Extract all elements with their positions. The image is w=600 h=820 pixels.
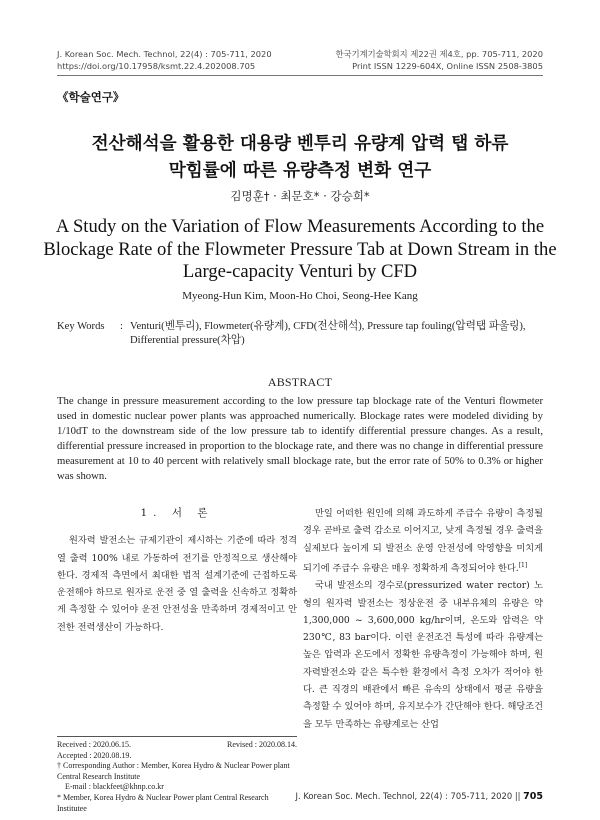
right-paragraph-2: 국내 발전소의 경수로(pressurized water rector) 노형의 원자력 발전소는 정상운전 중 내부유체의 유량은 약 1,300,000 ~ 3,600,000 kg/hr이며, 온도와 압력은 약 230℃, 83 bar이다. 이런 운전조건 특성에 따라 유량계는 높은 압력과 온도에서 정확한 유량측정이 가능해야 하며, 원자력발전소와 같은 특수한 환경에서 측정 오차가 적어야 한다. 큰 직경의 배관에서 빠른 유속의 상태에서 평균 유량을 측정할 수 있어야 하며, 유지보수가 간단해야 한다. 해당조건을 모두 만족하는 유량계로는 산업 [303, 580, 543, 730]
dates-row [57, 740, 297, 751]
right-paragraph-1 [303, 505, 543, 577]
author-email[interactable]: E-mail : blackfeet@khnp.co.kr [65, 782, 164, 792]
authors-english: Myeong-Hun Kim, Moon-Ho Choi, Seong-Hee Kang [182, 290, 418, 302]
title-english-line1: A Study on the Variation of Flow Measurements According to the [55, 216, 545, 237]
header-divider [57, 75, 543, 76]
keywords-label: Key Words [57, 321, 105, 332]
page-number: 705 [523, 791, 543, 802]
abstract-title: ABSTRACT [267, 375, 333, 389]
section-title: 1. 서 론 [140, 507, 214, 519]
keywords-colon: : [120, 321, 123, 332]
revised-date: Revised : 2020.08.14. [227, 740, 297, 749]
keywords-value: Venturi(벤투리), Flowmeter(유량계), CFD(전산해석), Pressure tap fouling(압력탭 파울링), Differential pressure(차압) [130, 321, 526, 346]
running-header-right [336, 48, 543, 72]
footer-journal: J. Korean Soc. Mech. Technol, 22(4) : 705-711, 2020 || [295, 791, 521, 801]
footnote-divider [57, 736, 297, 737]
abstract-body: The change in pressure measurement according to the low pressure tap blockage rate of the Venturi flowmeter used in domestic nuclear power plants was approached numerically. Blockage rates were modeled dividing by 1/10dT to the downstream side of the low pressure tab to identify differential pressure changes. As a result, differential pressure increased in proportion to the blockage rate, and there was no change in differential pressure measurement at 10 to 40 percent with relatively small blockage rate, but the error rate of 50% to 0.3% or higher was shown. [57, 395, 543, 482]
reference-marker[interactable]: [1] [518, 561, 528, 569]
keywords [57, 320, 543, 348]
accepted-date: Accepted : 2020.08.19. [57, 750, 132, 760]
title-english-line2: Blockage Rate of the Flowmeter Pressure Tab at Down Stream in the [43, 238, 557, 260]
title-korean-line2: 막힘률에 따른 유량측정 변화 연구 [168, 161, 432, 181]
issn-info: Print ISSN 1229-604X, Online ISSN 2508-3805 [352, 61, 543, 71]
running-header-left [57, 48, 272, 72]
right-column [303, 505, 543, 733]
right-paragraph-1-text: 만일 어떠한 원인에 의해 과도하게 주급수 유량이 측정될 경우 곧바로 출력 감소로 이어지고, 낮게 측정될 경우 출력을 실제보다 높이게 되 발전소 운영 안전성에 악영향을 미치게 되기에 주급수 유량은 매우 정확하게 측정되어야 한다. [303, 508, 543, 574]
title-english [40, 216, 560, 284]
corresponding-author: † Corresponding Author : Member, Korea Hydro & Nuclear Power plant Central Research Institute [57, 761, 290, 781]
intro-paragraph: 원자력 발전소는 규제기관이 제시하는 기준에 따라 정격 열 출력 100% 내로 가동하여 전기를 안정적으로 생산해야 한다. 경제적 측면에서 최대한 법적 설계기준에 근접하도록 운전해야 하므로 원자로 운전 중 열 출력을 신속하고 정확하게 측정할 수 있어야 운전 안전성을 만족하며 경제적이고 안전한 전력생산이 가능하다. [57, 535, 297, 633]
journal-citation-kr: 한국기계기술학회지 제22권 제4호, pp. 705-711, 2020 [335, 49, 543, 59]
doi-link[interactable]: https://doi.org/10.17958/ksmt.22.4.202008.705 [57, 61, 256, 71]
received-date: Received : 2020.06.15. [57, 740, 131, 749]
article-category: 《학술연구》 [57, 90, 125, 104]
authors-korean: 김명훈† · 최문호* · 강승희* [230, 189, 370, 203]
title-english-line3: Large-capacity Venturi by CFD [182, 261, 418, 282]
left-column [57, 505, 297, 636]
title-korean-line1: 전산해석을 활용한 대용량 벤투리 유량계 압력 탭 하류 [91, 134, 509, 154]
journal-citation: J. Korean Soc. Mech. Technol, 22(4) : 705-711, 2020 [57, 49, 272, 59]
footnotes [57, 740, 297, 814]
member-note: * Member, Korea Hydro & Nuclear Power plant Central Research Institutee [57, 792, 269, 813]
title-korean [40, 131, 560, 185]
running-footer [296, 791, 543, 802]
